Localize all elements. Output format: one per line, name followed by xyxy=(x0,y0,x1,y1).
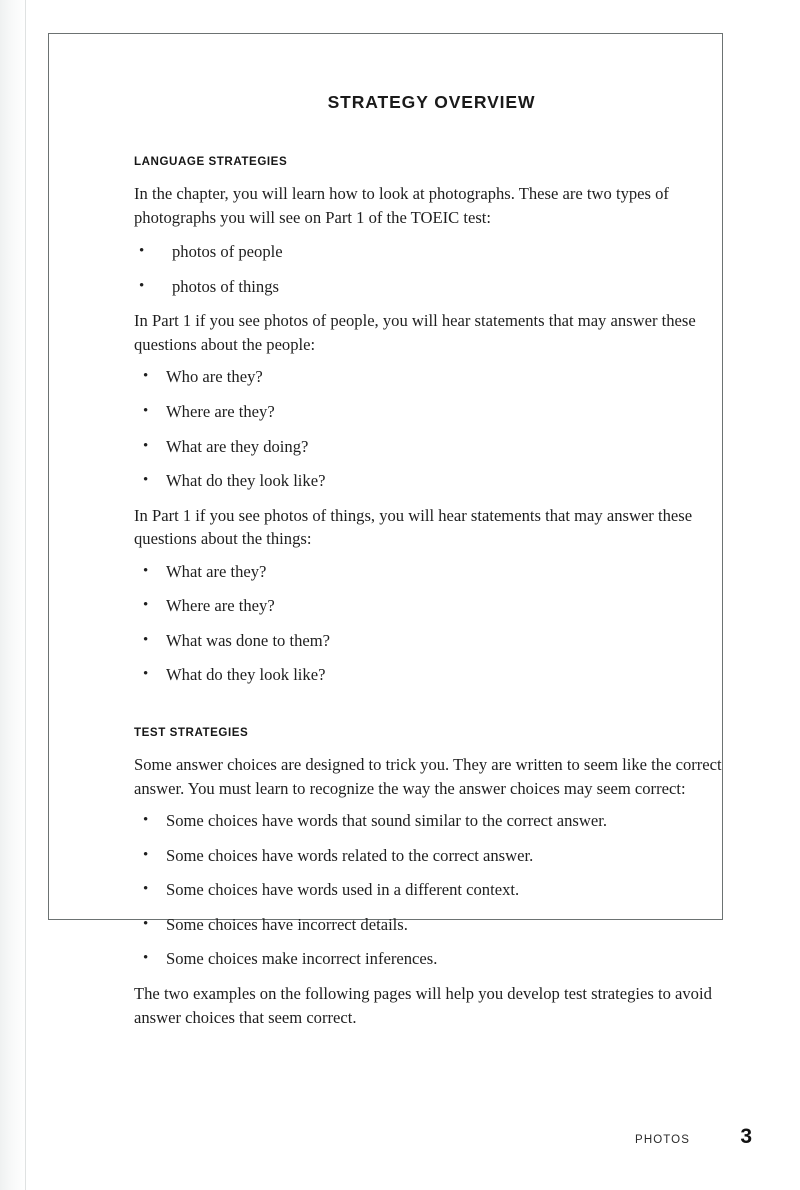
list-item xyxy=(134,664,731,686)
list-item xyxy=(134,595,731,617)
list-item xyxy=(134,241,731,263)
bullet-icon: • xyxy=(143,950,149,967)
test-intro-paragraph: Some answer choices are designed to trick you. They are written to seem like the correct answer. You must learn to recognize the way the answer choices may seem correct: xyxy=(134,755,722,798)
list-item-label: What was done to them? xyxy=(166,630,331,650)
things-questions-list xyxy=(134,561,731,686)
page-title: STRATEGY OVERVIEW xyxy=(327,92,536,112)
bullet-icon: • xyxy=(143,631,149,648)
list-item-label: What are they doing? xyxy=(166,436,309,456)
list-item-label: Where are they? xyxy=(166,401,275,421)
bullet-icon: • xyxy=(143,881,149,898)
list-item-label: Some choices have words related to the correct answer. xyxy=(166,845,534,865)
list-item xyxy=(134,366,731,388)
bullet-icon: • xyxy=(143,437,149,454)
section-heading-test-strategies: TEST STRATEGIES xyxy=(134,726,249,739)
closing-paragraph: The two examples on the following pages will help you develop test strategies to avoid answer choices that seem correct. xyxy=(134,983,712,1027)
language-intro-paragraph: In the chapter, you will learn how to look at photographs. These are two types of photographs you will see on Part 1 of the TOEIC test: xyxy=(134,184,669,227)
trick-choices-list xyxy=(134,810,731,970)
list-item-label: Some choices have words that sound similar to the correct answer. xyxy=(166,811,607,831)
list-item xyxy=(134,914,731,936)
photo-types-list xyxy=(134,241,731,297)
list-item-label: What do they look like? xyxy=(166,471,326,491)
bullet-icon: • xyxy=(143,562,149,579)
list-item-label: What are they? xyxy=(166,561,267,581)
list-item-label: photos of people xyxy=(172,242,283,262)
page-frame xyxy=(48,33,723,1027)
page-content xyxy=(134,92,731,1041)
footer-chapter-label: PHOTOS xyxy=(635,1134,690,1146)
bullet-icon: • xyxy=(143,812,149,829)
list-item xyxy=(134,948,731,970)
section-heading-language-strategies: LANGUAGE STRATEGIES xyxy=(134,155,288,168)
scan-edge-shadow xyxy=(0,0,26,1190)
people-questions-list xyxy=(134,366,731,491)
page-footer xyxy=(0,1125,800,1159)
bullet-icon: • xyxy=(143,846,149,863)
list-item-label: Some choices have words used in a different context. xyxy=(166,880,520,900)
bullet-icon: • xyxy=(143,402,149,419)
list-item-label: Where are they? xyxy=(166,596,275,616)
list-item-label: photos of things xyxy=(172,276,279,296)
footer-page-number: 3 xyxy=(740,1125,752,1148)
list-item xyxy=(134,561,731,583)
list-item-label: What do they look like? xyxy=(166,665,326,685)
people-lead-paragraph: In Part 1 if you see photos of people, you will hear statements that may answer these questions about the people: xyxy=(134,311,696,354)
footer-inner xyxy=(635,1125,752,1149)
list-item-label: Some choices have incorrect details. xyxy=(166,914,408,934)
list-item xyxy=(134,845,731,867)
list-item xyxy=(134,436,731,458)
bullet-icon: • xyxy=(143,597,149,614)
list-item xyxy=(134,470,731,492)
bullet-icon: • xyxy=(143,666,149,683)
list-item xyxy=(134,630,731,652)
list-item-label: Who are they? xyxy=(166,367,263,387)
section-test-strategies xyxy=(134,726,731,1029)
list-item xyxy=(134,276,731,298)
scan-edge-line xyxy=(25,0,26,1190)
things-lead-paragraph: In Part 1 if you see photos of things, you will hear statements that may answer these questions about the things: xyxy=(134,505,693,549)
list-item xyxy=(134,401,731,423)
bullet-icon: • xyxy=(139,277,145,294)
bullet-icon: • xyxy=(143,915,149,932)
section-language-strategies xyxy=(134,155,731,686)
bullet-icon: • xyxy=(143,368,149,385)
bullet-icon: • xyxy=(143,472,149,489)
list-item-label: Some choices make incorrect inferences. xyxy=(166,949,438,969)
bullet-icon: • xyxy=(139,243,145,260)
list-item xyxy=(134,879,731,901)
list-item xyxy=(134,810,731,832)
